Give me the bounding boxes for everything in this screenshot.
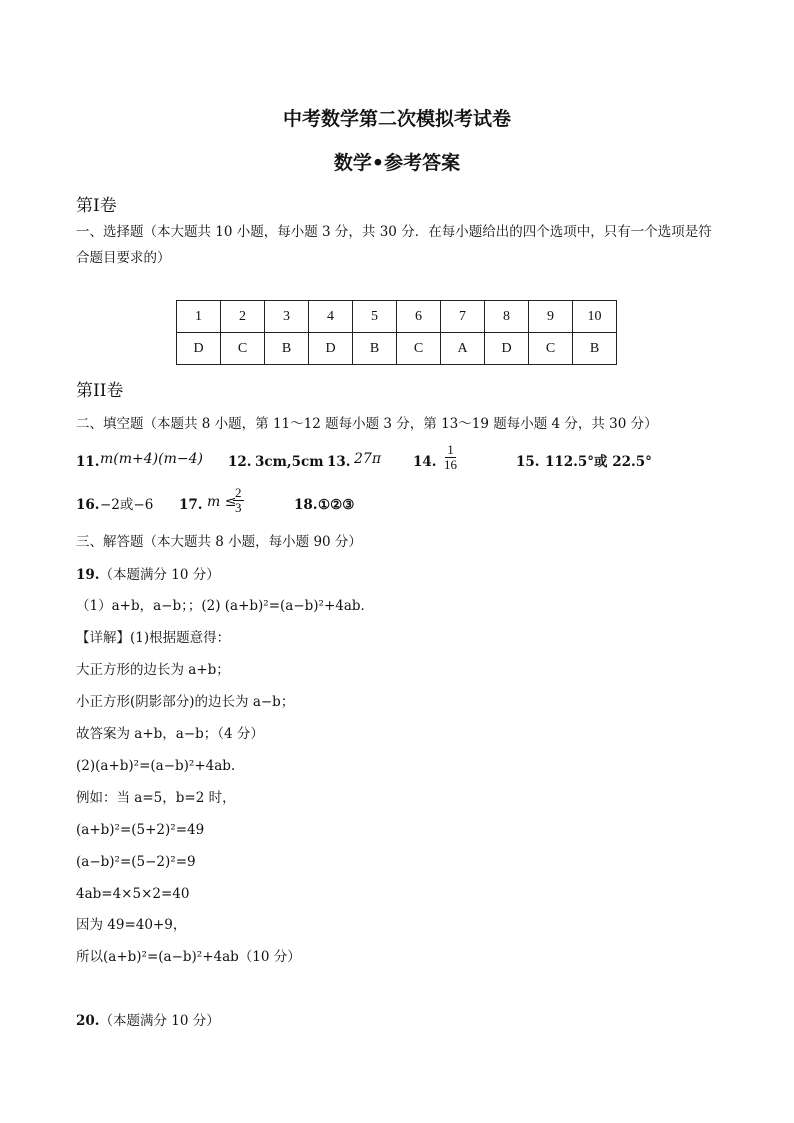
- q17-prefix: m ≤: [207, 494, 237, 510]
- table-cell: 5: [353, 301, 397, 333]
- q20-number: 20.: [76, 1013, 100, 1029]
- q17-numerator: 2: [235, 485, 242, 500]
- q13-number: 13.: [327, 454, 351, 470]
- q19-number: 19.: [76, 567, 100, 583]
- choice-instruction-line1: 一、选择题（本大题共 10 小题，每小题 3 分，共 30 分．在每小题给出的四个选项中，只有一个选项是符: [76, 224, 712, 240]
- answer-table: [176, 300, 617, 365]
- choice-instruction-line2: 合题目要求的）: [76, 250, 171, 266]
- table-cell: 4: [309, 301, 353, 333]
- q19-heading: [76, 565, 220, 585]
- table-cell: 7: [441, 301, 485, 333]
- q14-denominator: 16: [444, 457, 457, 472]
- q19-line: 因为 49=40+9，: [76, 917, 187, 933]
- q14-number: 14.: [413, 454, 437, 470]
- q12-number: 12.: [228, 454, 252, 470]
- q20-score: （本题满分 10 分）: [99, 1013, 220, 1029]
- q13-answer: 27π: [354, 451, 382, 467]
- q19-line: 所以(a+b)²=(a−b)²+4ab（10 分）: [76, 949, 301, 965]
- q19-line: 4ab=4×5×2=40: [76, 886, 190, 902]
- q20-heading: [76, 1011, 220, 1031]
- table-cell: 6: [397, 301, 441, 333]
- table-cell: 8: [485, 301, 529, 333]
- q15-answer: 112.5°或 22.5°: [545, 454, 652, 470]
- table-cell: C: [221, 333, 265, 365]
- q17-fraction: [233, 486, 244, 515]
- table-cell: D: [177, 333, 221, 365]
- q18-answer: ①②③: [318, 497, 355, 513]
- table-cell: D: [309, 333, 353, 365]
- q16-answer: −2或−6: [100, 497, 154, 513]
- page-title: 中考数学第二次模拟考试卷: [282, 108, 511, 130]
- q19-line: (a−b)²=(5−2)²=9: [76, 854, 196, 870]
- table-cell: B: [573, 333, 617, 365]
- table-cell: B: [353, 333, 397, 365]
- table-cell: 2: [221, 301, 265, 333]
- q19-line: 故答案为 a+b，a−b；（4 分）: [76, 726, 264, 742]
- q14-fraction: [442, 443, 459, 472]
- q17-denominator: 3: [235, 500, 242, 515]
- q19-score: （本题满分 10 分）: [99, 567, 220, 583]
- table-cell: C: [397, 333, 441, 365]
- table-cell: 9: [529, 301, 573, 333]
- q16-number: 16.: [76, 497, 100, 513]
- q19-line: (a+b)²=(5+2)²=49: [76, 822, 205, 838]
- q19-line: 【详解】(1)根据题意得：: [76, 630, 231, 646]
- table-cell: 3: [265, 301, 309, 333]
- answer-table-answer-row: [177, 333, 617, 365]
- q19-line: 大正方形的边长为 a+b；: [76, 662, 230, 678]
- q18-number: 18.: [294, 497, 318, 513]
- q19-line: 例如：当 a=5，b=2 时，: [76, 790, 236, 806]
- answer-table-number-row: [177, 301, 617, 333]
- page-subtitle: 数学•参考答案: [333, 152, 461, 174]
- part1-label: 第Ⅰ卷: [76, 196, 117, 216]
- q14-numerator: 1: [447, 442, 454, 457]
- table-cell: 1: [177, 301, 221, 333]
- solve-header: 三、解答题（本大题共 8 小题，每小题 90 分）: [76, 534, 362, 550]
- table-cell: D: [485, 333, 529, 365]
- table-cell: C: [529, 333, 573, 365]
- q19-line: 小正方形(阴影部分)的边长为 a−b；: [76, 694, 295, 710]
- q19-line: (2)(a+b)²=(a−b)²+4ab.: [76, 758, 236, 774]
- q19-line: （1）a+b，a−b；；(2) (a+b)²=(a−b)²+4ab．: [76, 598, 375, 614]
- part2-label: 第II卷: [76, 381, 124, 401]
- q11-answer: m(m+4)(m−4): [100, 451, 203, 467]
- table-cell: B: [265, 333, 309, 365]
- table-cell: 10: [573, 301, 617, 333]
- q15-number: 15.: [516, 454, 540, 470]
- fill-header: 二、填空题（本题共 8 小题，第 11～12 题每小题 3 分，第 13～19 题每小题 4 分，共 30 分）: [76, 416, 658, 432]
- q17-number: 17.: [179, 497, 203, 513]
- q12-answer: 3cm,5cm: [255, 454, 324, 470]
- q11-number: 11.: [76, 454, 100, 470]
- table-cell: A: [441, 333, 485, 365]
